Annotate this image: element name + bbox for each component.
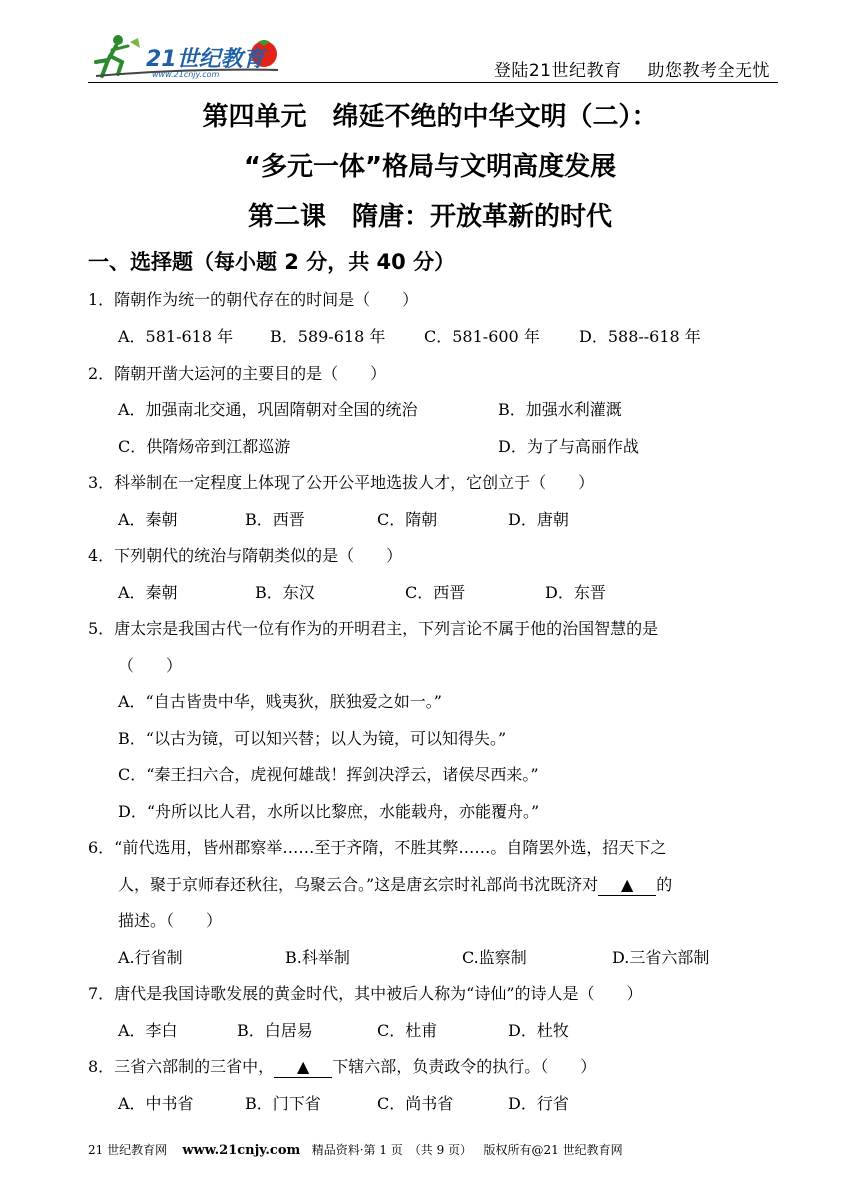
question-1-option-b: B．589-618 年 <box>270 327 386 346</box>
logo-url: www.21cnjy.com <box>152 70 220 79</box>
question-6-option-d: D.三省六部制 <box>612 948 710 967</box>
slogan-left: 登陆21世纪教育 <box>493 61 622 81</box>
header-slogan <box>494 56 770 81</box>
footer-copyright: 版权所有@21 世纪教育网 <box>483 1143 623 1157</box>
logo-text: 21世纪教育 <box>146 47 265 72</box>
question-6-blank: ▲ <box>598 875 656 896</box>
question-6-option-a: A.行省制 <box>118 948 183 967</box>
question-8-text-before-blank: 8．三省六部制的三省中， <box>88 1057 275 1076</box>
question-1-stem: 1．隋朝作为统一的朝代存在的时间是（ ） <box>88 290 419 309</box>
unit-title: 第四单元 绵延不绝的中华文明（二）： <box>202 102 658 132</box>
question-5-option-a: A．“自古皆贵中华，贱夷狄，朕独爱之如一。” <box>118 692 442 711</box>
question-8-option-b: B．门下省 <box>245 1094 321 1113</box>
question-2-stem: 2．隋朝开凿大运河的主要目的是（ ） <box>88 364 387 383</box>
question-8-option-c: C．尚书省 <box>377 1094 454 1113</box>
question-4-option-b: B．东汉 <box>255 583 315 602</box>
question-5-option-b: B．“以古为镜，可以知兴替；以人为镜，可以知得失。” <box>118 729 507 748</box>
question-8-option-d: D．行省 <box>508 1094 569 1113</box>
question-2-option-d: D．为了与高丽作战 <box>498 437 639 456</box>
question-4-stem: 4．下列朝代的统治与隋朝类似的是（ ） <box>88 546 403 565</box>
question-8-text-after-blank: 下辖六部，负责政令的执行。（ ） <box>332 1057 597 1076</box>
question-8-option-a: A．中书省 <box>118 1094 194 1113</box>
question-1-option-c: C．581-600 年 <box>424 327 540 346</box>
question-2-option-a: A．加强南北交通，巩固隋朝对全国的统治 <box>118 400 418 419</box>
question-6-stem-line3: 描述。（ ） <box>118 911 223 930</box>
footer-page-info: 精品资料·第 1 页 （共 9 页） <box>311 1143 473 1157</box>
question-6-text-before-blank: 人，聚于京师春还秋往，乌聚云合。”这是唐玄宗时礼部尚书沈既济对 <box>118 875 599 894</box>
site-logo <box>88 32 288 80</box>
unit-subtitle: “多元一体”格局与文明高度发展 <box>243 152 617 182</box>
question-3-option-c: C．隋朝 <box>377 510 438 529</box>
question-4-option-d: D．东晋 <box>545 583 606 602</box>
question-5-option-c: C．“秦王扫六合，虎视何雄哉！挥剑决浮云，诸侯尽西来。” <box>118 765 539 784</box>
question-5-option-d: D．“舟所以比人君，水所以比黎庶，水能载舟，亦能覆舟。” <box>118 802 540 821</box>
question-7-stem: 7．唐代是我国诗歌发展的黄金时代，其中被后人称为“诗仙”的诗人是（ ） <box>88 984 643 1003</box>
question-5-stem: 5．唐太宗是我国古代一位有作为的开明君主，下列言论不属于他的治国智慧的是 <box>88 619 659 638</box>
question-7-option-c: C．杜甫 <box>377 1021 438 1040</box>
slogan-right: 助您教考全无忧 <box>647 61 770 81</box>
page-header <box>88 28 778 83</box>
question-2-option-b: B．加强水利灌溉 <box>498 400 622 419</box>
question-8-stem <box>88 1057 596 1078</box>
question-1-option-d: D．588--618 年 <box>579 327 701 346</box>
question-7-option-d: D．杜牧 <box>508 1021 569 1040</box>
page-footer <box>88 1141 778 1158</box>
footer-site: 21 世纪教育网 <box>88 1143 168 1157</box>
question-6-option-c: C.监察制 <box>462 948 527 967</box>
footer-url[interactable]: www.21cnjy.com <box>182 1143 301 1158</box>
question-3-option-a: A．秦朝 <box>118 510 178 529</box>
question-1-option-a: A．581-618 年 <box>118 327 234 346</box>
question-2-option-c: C．供隋炀帝到江都巡游 <box>118 437 291 456</box>
question-6-option-b: B.科举制 <box>285 948 350 967</box>
question-3-option-d: D．唐朝 <box>508 510 569 529</box>
question-8-blank: ▲ <box>274 1057 332 1078</box>
question-4-option-a: A．秦朝 <box>118 583 178 602</box>
question-3-stem: 3．科举制在一定程度上体现了公开公平地选拔人才，它创立于（ ） <box>88 473 595 492</box>
question-7-option-b: B．白居易 <box>237 1021 313 1040</box>
question-6-stem: 6．“前代选用，皆州郡察举……至于齐隋，不胜其弊……。自隋罢外选，招天下之 <box>88 838 667 857</box>
lesson-title: 第二课 隋唐：开放革新的时代 <box>247 202 612 232</box>
question-3-option-b: B．西晋 <box>245 510 305 529</box>
question-4-option-c: C．西晋 <box>405 583 466 602</box>
question-5-stem-continued: （ ） <box>118 656 183 675</box>
question-6-stem-line2 <box>118 875 672 896</box>
question-7-option-a: A．李白 <box>118 1021 178 1040</box>
section-heading: 一、选择题（每小题 2 分，共 40 分） <box>88 250 456 274</box>
question-6-text-after-blank: 的 <box>656 875 673 894</box>
